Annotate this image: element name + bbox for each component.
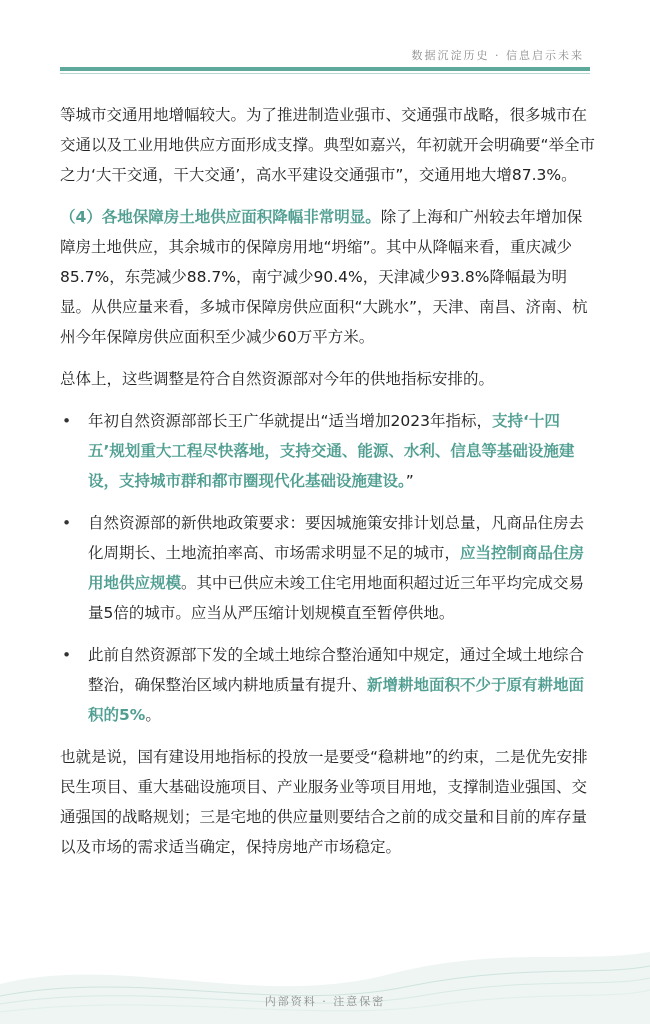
list-item-highlight: 支持‘十四五’规划重大工程尽快落地，支持交通、能源、水利、信息等基础设施建设，支持城市群和都市圈现代化基础设施建设。 — [88, 412, 575, 490]
paragraph-text: 除了上海和广州较去年增加保障房土地供应，其余城市的保障房用地“坍缩”。其中从降幅来看，重庆减少85.7%，东莞减少88.7%，南宁减少90.4%，天津减少93.8%降幅最为明显。从供应量来看，多城市保障房供应面积“大跳水”，天津、南昌、济南、杭州今年保障房供应面积至少减少60万平方米。 — [60, 208, 588, 346]
list-item-text: 。其中已供应未竣工住宅用地面积超过近三年平均完成交易量5倍的城市。应当从严压缩计划规模直至暂停供地。 — [88, 574, 585, 622]
header-divider — [60, 67, 590, 71]
list-item-text: 。 — [145, 706, 161, 724]
bullet-icon: • — [62, 412, 72, 430]
list-item-highlight: 应当控制商品住房用地供应规模 — [88, 544, 585, 592]
list-item — [60, 508, 596, 628]
list-item-text: 此前自然资源部下发的全域土地综合整治通知中规定，通过全域土地综合整治，确保整治区域内耕地质量有提升、 — [88, 646, 585, 694]
list-item — [60, 406, 596, 496]
paragraph-transport-land: 等城市交通用地增幅较大。为了推进制造业强市、交通强市战略，很多城市在交通以及工业用地供应方面形成支撑。典型如嘉兴，年初就开会明确要“举全市之力‘大干交通，干大交通’，高水平建设交通强市”，交通用地大增87.3%。 — [60, 106, 596, 184]
header-slogan: 数据沉淀历史 · 信息启示未来 — [411, 49, 584, 62]
article-body — [60, 100, 596, 874]
section-heading-4: （4）各地保障房土地供应面积降幅非常明显。 — [60, 208, 381, 226]
paragraph-affordable-housing — [60, 202, 596, 352]
bullet-icon: • — [62, 514, 72, 532]
list-item-text: 自然资源部的新供地政策要求：要因城施策安排计划总量，凡商品住房去化周期长、土地流拍率高、市场需求明显不足的城市， — [88, 514, 585, 562]
policy-list — [60, 406, 596, 730]
bullet-icon: • — [62, 646, 72, 664]
paragraph-conclusion: 也就是说，国有建设用地指标的投放一是要受“稳耕地”的约束，二是优先安排民生项目、重大基础设施项目、产业服务业等项目用地，支撑制造业强国、交通强国的战略规划；三是宅地的供应量则要结合之前的成交量和目前的库存量以及市场的需求适当确定，保持房地产市场稳定。 — [60, 748, 588, 856]
footer-notice: 内部资料 · 注意保密 — [264, 995, 386, 1008]
list-item-highlight: 新增耕地面积不少于原有耕地面积的5% — [88, 676, 585, 724]
list-item-text: 年初自然资源部部长王广华就提出“适当增加2023年指标， — [88, 412, 492, 430]
list-item — [60, 640, 596, 730]
paragraph-summary: 总体上，这些调整是符合自然资源部对今年的供地指标安排的。 — [60, 370, 495, 388]
header-divider-thin — [60, 73, 590, 74]
list-item-text: ” — [405, 472, 414, 490]
